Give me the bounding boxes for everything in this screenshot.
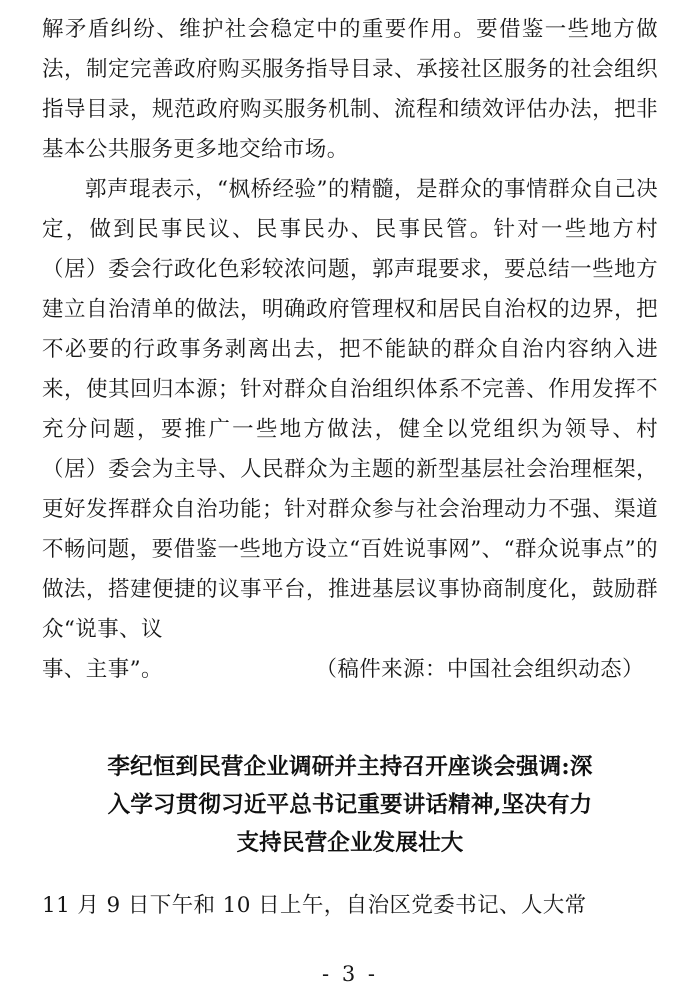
- next-article-headline: [42, 748, 658, 862]
- page-number: - 3 -: [322, 962, 378, 986]
- paragraph-next-article: 11 月 9 日下午和 10 日上午，自治区党委书记、人大常: [42, 893, 587, 918]
- paragraph-tail-text: 事、主事”。: [42, 657, 163, 682]
- headline-line-3: 支持民营企业发展壮大: [236, 830, 464, 856]
- paragraph-continued: 解矛盾纠纷、维护社会稳定中的重要作用。要借鉴一些地方做法，制定完善政府购买服务指导目录、承接社区服务的社会组织指导目录，规范政府购买服务机制、流程和绩效评估办法，把非基本公共服务更多地交给市场。: [42, 17, 658, 162]
- paragraph-tail-row: [42, 650, 658, 690]
- headline-line-2: 入学习贯彻习近平总书记重要讲话精神,坚决有力: [107, 792, 593, 818]
- next-article-body: [42, 886, 658, 926]
- headline-line-1: 李纪恒到民营企业调研并主持召开座谈会强调:深: [107, 754, 593, 780]
- article-source: （稿件来源：中国社会组织动态）: [315, 657, 644, 682]
- article-body: [42, 10, 658, 690]
- paragraph-guoshengkun: 郭声琨表示，“枫桥经验”的精髓，是群众的事情群众自己决定，做到民事民议、民事民办、民事民管。针对一些地方村（居）委会行政化色彩较浓问题，郭声琨要求，要总结一些地方建立自治清单的做法，明确政府管理权和居民自治权的边界，把不必要的行政事务剥离出去，把不能缺的群众自治内容纳入进来，使其回归本源；针对群众自治组织体系不完善、作用发挥不充分问题，要推广一些地方做法，健全以党组织为领导、村（居）委会为主导、人民群众为主题的新型基层社会治理框架，更好发挥群众自治功能；针对群众参与社会治理动力不强、渠道不畅问题，要借鉴一些地方设立“百姓说事网”、“群众说事点”的做法，搭建便捷的议事平台，推进基层议事协商制度化，鼓励群众“说事、议: [42, 177, 658, 642]
